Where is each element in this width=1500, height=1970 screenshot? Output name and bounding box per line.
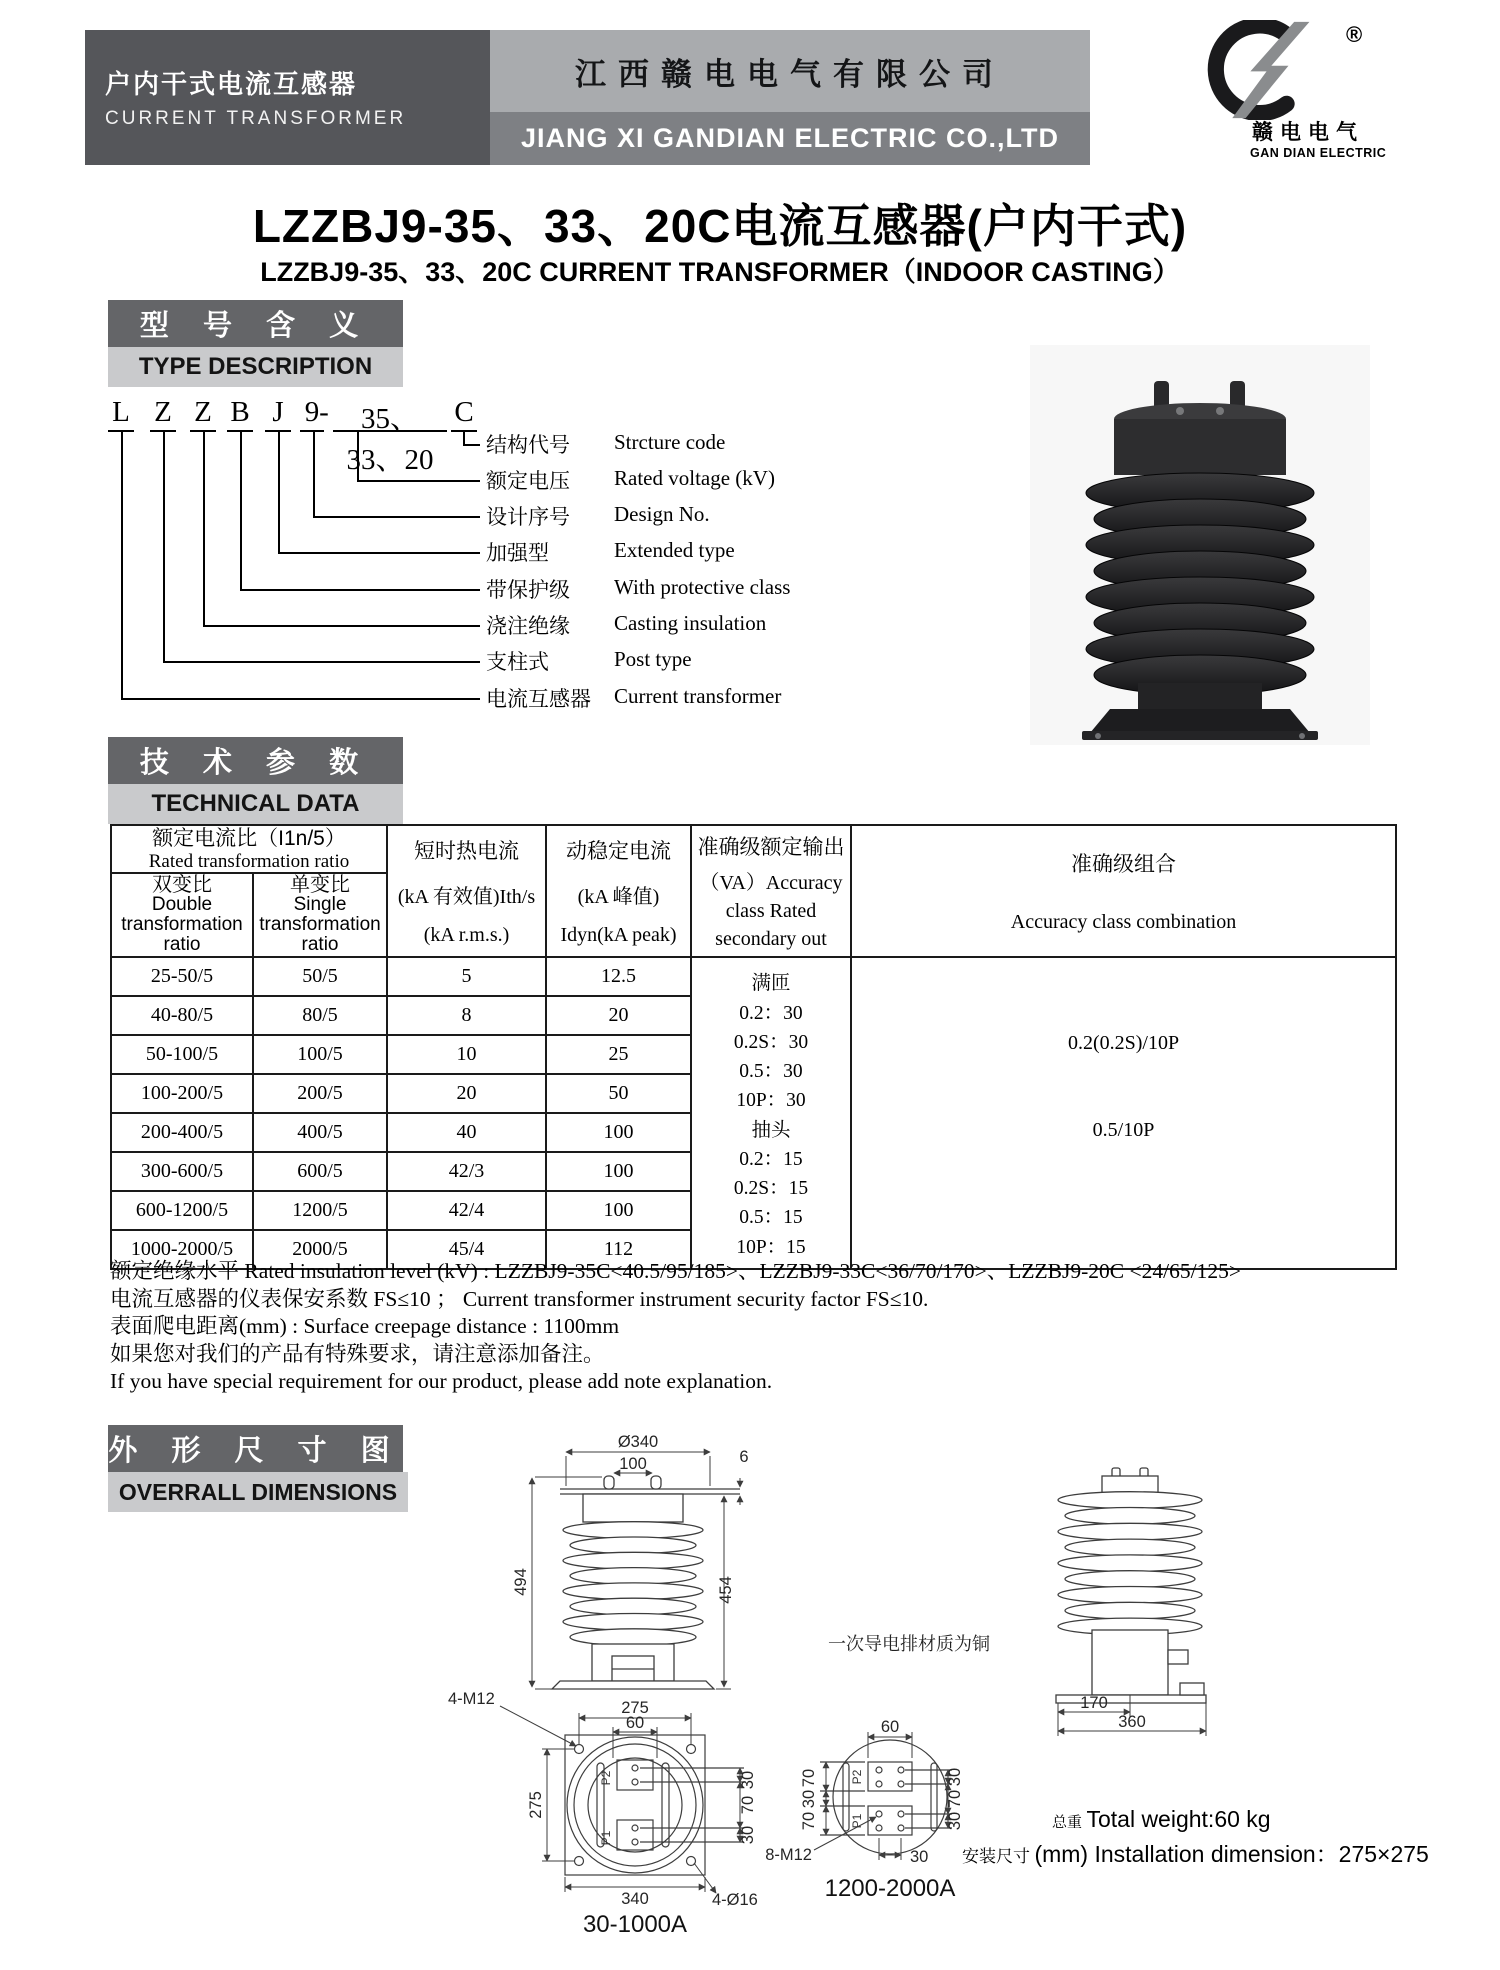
table-cell-dynamic: 12.5 [546, 957, 691, 996]
logo-name-zh: 赣电电气 [1252, 121, 1364, 144]
code-letter: C [451, 396, 477, 432]
type-label-en: Design No. [614, 502, 710, 526]
table-cell-single: 100/5 [253, 1035, 387, 1074]
table-cell-single: 400/5 [253, 1113, 387, 1152]
table-cell-thermal: 20 [387, 1074, 546, 1113]
code-letter: 9 [300, 396, 324, 432]
plate-1200-2000-dims [814, 1732, 948, 1860]
header-product-block [85, 30, 490, 165]
type-label-en: Casting insulation [614, 611, 767, 635]
photo-bellows [1086, 473, 1314, 695]
dim-plate1-60: 60 [625, 1714, 645, 1732]
dim-front-454: 454 [717, 1576, 735, 1604]
type-label-zh: 结构代号 [486, 434, 570, 457]
header-accuracy-output: 准确级额定输出 （VA）Accuracy class Rated secondary out [691, 825, 851, 957]
table-cell-thermal: 8 [387, 996, 546, 1035]
header-ratio-group: 额定电流比（I1n/5） Rated transformation ratio [111, 825, 387, 873]
section-heading-dim-zh: 外 形 尺 寸 图 [108, 1425, 403, 1472]
type-label-zh: 浇注绝缘 [486, 615, 570, 638]
dim-plate2-60: 60 [880, 1718, 900, 1736]
install-label-zh: 安装尺寸 [962, 1847, 1030, 1866]
accuracy-combination-value: 0.2(0.2S)/10P [1067, 1032, 1180, 1055]
type-label-en: Extended type [614, 538, 735, 562]
header-double-ratio: 双变比 Double transformation ratio [111, 873, 253, 957]
product-name-en: CURRENT TRANSFORMER [105, 108, 407, 129]
accuracy-output-line: 0.5：15 [739, 1207, 803, 1229]
table-cell-single: 600/5 [253, 1152, 387, 1191]
table-cell-single: 80/5 [253, 996, 387, 1035]
side-bellows [1058, 1492, 1202, 1635]
code-letter-group: 35、33、20 [333, 396, 447, 432]
label-30-1000A: 30-1000A [582, 1911, 688, 1938]
accuracy-output-line: 满匝 [751, 973, 791, 995]
table-cell-dynamic: 100 [546, 1113, 691, 1152]
table-cell-double: 200-400/5 [111, 1113, 253, 1152]
company-logo [1168, 20, 1418, 168]
table-cell-dynamic: 112 [546, 1230, 691, 1269]
table-cell-double: 40-80/5 [111, 996, 253, 1035]
install-value: (mm) Installation dimension：275×275 [1034, 1841, 1429, 1867]
company-name-zh: 江西赣电电气有限公司 [575, 56, 1005, 92]
accuracy-output-line: 0.2S：15 [733, 1178, 809, 1200]
table-cell-thermal: 42/4 [387, 1191, 546, 1230]
company-name-en: JIANG XI GANDIAN ELECTRIC CO.,LTD [520, 123, 1059, 153]
note-line: 电流互感器的仪表保安系数 FS≤10 ； Current transformer instrument security factor FS≤10. [110, 1286, 929, 1311]
callout-4-O16: 4-Ø16 [712, 1891, 758, 1909]
table-cell-double: 50-100/5 [111, 1035, 253, 1074]
dim-plate2-30c: 30 [946, 1811, 964, 1831]
technical-table-body [111, 957, 1396, 1269]
side-view-outline [1056, 1468, 1206, 1703]
table-cell-thermal: 42/3 [387, 1152, 546, 1191]
header-company-en-strip [490, 112, 1090, 165]
header-thermal-current: 短时热电流 (kA 有效值)Ith/s (kA r.m.s.) [387, 825, 546, 957]
table-cell-double: 1000-2000/5 [111, 1230, 253, 1269]
dim-plate2-70c: 70 [946, 1789, 964, 1809]
product-photo [1030, 345, 1370, 745]
section-heading-tech-zh: 技 术 参 数 [108, 737, 403, 784]
header-accuracy-combination: 准确级组合 Accuracy class combination [851, 825, 1396, 957]
terminal-p1: P1 [599, 1830, 613, 1846]
type-label-zh: 电流互感器 [486, 688, 591, 711]
header-dynamic-current: 动稳定电流 (kA 峰值) Idyn(kA peak) [546, 825, 691, 957]
callout-8-M12: 8-M12 [765, 1846, 812, 1864]
page-title-en: LZZBJ9-35、33、20C CURRENT TRANSFORMER（INDOOR CASTING） [260, 257, 1180, 287]
dim-front-100: 100 [619, 1455, 647, 1473]
note-line: 额定绝缘水平 Rated insulation level (kV) : LZZBJ9-35C<40.5/95/185>、LZZBJ9-33C<36/70/170>、LZZBJ9-20C <24/65/125> [110, 1259, 1241, 1283]
weight-value: Total weight:60 kg [1086, 1806, 1271, 1832]
table-cell-double: 600-1200/5 [111, 1191, 253, 1230]
dim-plate1-275: 275 [621, 1699, 649, 1717]
terminal-p1: P1 [850, 1813, 864, 1829]
type-label-en: Rated voltage (kV) [614, 466, 775, 490]
dim-plate2-30a: 30 [800, 1789, 818, 1809]
dim-front-494: 494 [512, 1568, 530, 1596]
table-cell-double: 300-600/5 [111, 1152, 253, 1191]
dim-plate1-275-left: 275 [527, 1791, 545, 1819]
dim-plate1-70: 70 [739, 1795, 757, 1815]
table-cell-single: 50/5 [253, 957, 387, 996]
table-cell-single: 2000/5 [253, 1230, 387, 1269]
page-title-zh: LZZBJ9-35、33、20C电流互感器(户内干式) [252, 200, 1188, 252]
accuracy-output-line: 0.2：30 [739, 1002, 803, 1024]
dim-plate2-30-bottom: 30 [910, 1848, 929, 1866]
code-letter: J [265, 396, 291, 432]
dim-side-360: 360 [1118, 1713, 1146, 1731]
logo-name-en: GAN DIAN ELECTRIC [1250, 146, 1387, 160]
section-heading-type-en: TYPE DESCRIPTION [108, 347, 403, 387]
accuracy-combination-value: 0.5/10P [1092, 1119, 1155, 1142]
dim-front-6: 6 [739, 1448, 749, 1466]
notes-block [110, 1258, 1420, 1396]
registered-trademark-icon: ® [1346, 22, 1363, 47]
type-label-zh: 额定电压 [486, 470, 570, 493]
table-cell-double: 100-200/5 [111, 1074, 253, 1113]
dim-front-diameter: Ø340 [617, 1433, 659, 1451]
dim-plate1-30b: 30 [739, 1825, 757, 1845]
type-label-zh: 带保护级 [486, 579, 570, 602]
accuracy-output-line: 0.2S：30 [733, 1031, 809, 1053]
front-bellows [563, 1522, 703, 1646]
dim-plate1-340: 340 [621, 1890, 649, 1908]
table-cell-thermal: 45/4 [387, 1230, 546, 1269]
accuracy-combination-cell [851, 957, 1396, 1269]
header-company-zh-band [490, 30, 1090, 112]
note-line: 表面爬电距离(mm) : Surface creepage distance : 1100mm [110, 1314, 620, 1339]
code-dash: - [319, 396, 329, 428]
dim-side-170: 170 [1080, 1694, 1108, 1712]
table-cell-dynamic: 100 [546, 1152, 691, 1191]
accuracy-output-line: 10P：30 [736, 1090, 806, 1112]
table-cell-dynamic: 20 [546, 996, 691, 1035]
accuracy-output-cell [691, 957, 851, 1269]
total-weight-line [1052, 1806, 1271, 1833]
code-letter: Z [190, 396, 216, 432]
plate-1200-2000-outline [820, 1740, 952, 1854]
type-label-en: Current transformer [614, 684, 782, 708]
table-cell-dynamic: 50 [546, 1074, 691, 1113]
section-heading-type-zh: 型 号 含 义 [108, 300, 403, 347]
table-cell-thermal: 40 [387, 1113, 546, 1152]
weight-label-zh: 总重 [1052, 1814, 1083, 1831]
front-view-outline [552, 1476, 740, 1689]
table-cell-dynamic: 25 [546, 1035, 691, 1074]
type-label-en: With protective class [614, 575, 791, 599]
code-connector [121, 430, 480, 700]
dim-plate2-70b: 70 [800, 1811, 818, 1831]
section-heading-tech-en: TECHNICAL DATA [108, 784, 403, 824]
label-1200-2000A: 1200-2000A [824, 1875, 956, 1902]
table-cell-thermal: 5 [387, 957, 546, 996]
code-letter: B [227, 396, 253, 432]
logo-mark-icon [1168, 20, 1348, 120]
note-line: If you have special requirement for our product, please add note explanation. [110, 1369, 773, 1394]
plate-30-1000-outline [565, 1735, 744, 1875]
note-line: 如果您对我们的产品有特殊要求，请注意添加备注。 [110, 1341, 605, 1366]
accuracy-output-line: 抽头 [751, 1119, 791, 1141]
terminal-p2: P2 [850, 1769, 864, 1785]
table-cell-double: 25-50/5 [111, 957, 253, 996]
dim-plate2-70a: 70 [800, 1768, 818, 1788]
section-heading-dim-en: OVERRALL DIMENSIONS [108, 1472, 408, 1512]
accuracy-output-line: 10P：15 [736, 1236, 806, 1258]
code-letter: L [108, 396, 134, 432]
table-cell-dynamic: 100 [546, 1191, 691, 1230]
copper-busbar-note: 一次导电排材质为铜 [828, 1634, 990, 1654]
callout-4-M12: 4-M12 [448, 1690, 495, 1708]
accuracy-output-line: 0.2：15 [739, 1148, 803, 1170]
type-label-en: Strcture code [614, 430, 726, 454]
type-label-zh: 加强型 [486, 542, 549, 565]
terminal-p2: P2 [599, 1770, 613, 1786]
type-label-zh: 设计序号 [486, 506, 570, 529]
header-single-ratio: 单变比 Single transformation ratio [253, 873, 387, 957]
type-label-en: Post type [614, 647, 692, 671]
code-letter: Z [150, 396, 176, 432]
product-name-zh: 户内干式电流互感器 [105, 69, 358, 99]
table-cell-single: 200/5 [253, 1074, 387, 1113]
type-label-zh: 支柱式 [486, 651, 549, 674]
accuracy-output-line: 0.5：30 [739, 1061, 803, 1083]
dim-plate1-30a: 30 [739, 1770, 757, 1790]
installation-dimension-line [962, 1836, 1429, 1869]
dim-plate2-30b: 30 [946, 1767, 964, 1787]
technical-data-table [110, 824, 1397, 1270]
table-row [111, 957, 1396, 996]
table-cell-single: 1200/5 [253, 1191, 387, 1230]
table-cell-thermal: 10 [387, 1035, 546, 1074]
